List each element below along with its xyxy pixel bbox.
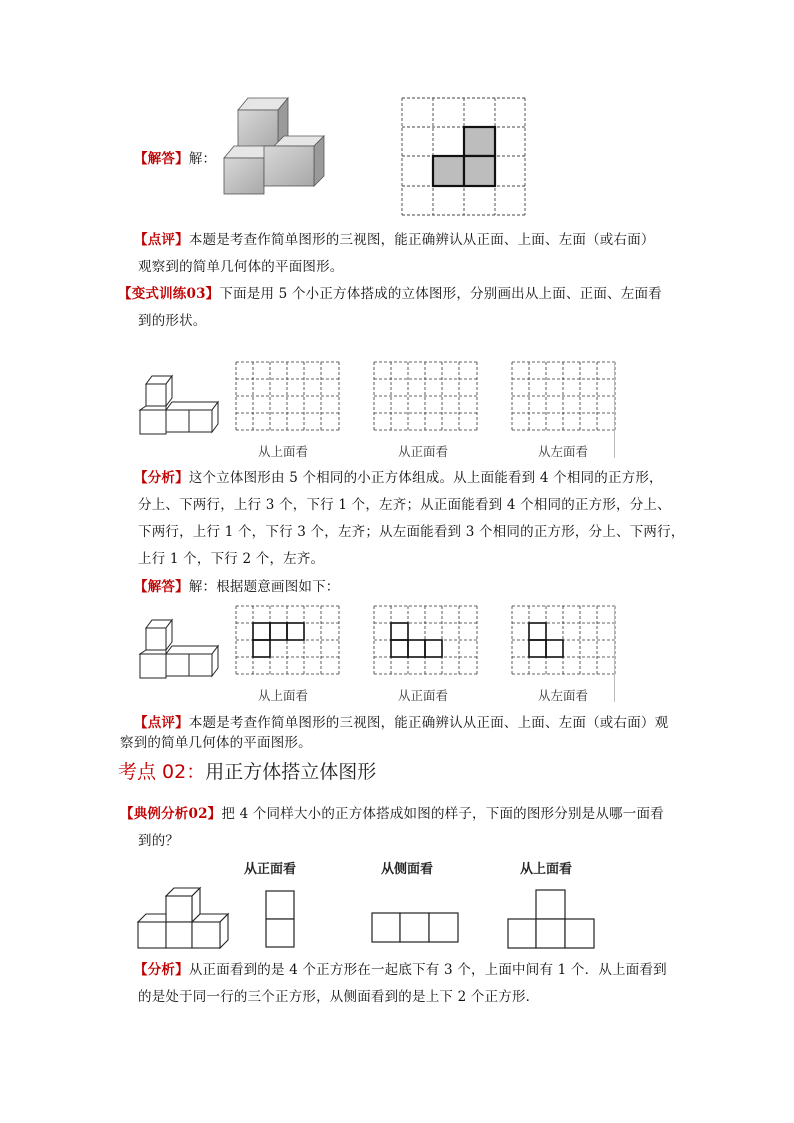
answer-line-1 (134, 149, 216, 169)
answer03-line (134, 577, 340, 597)
example02-text-1: 把 4 个同样大小的正方体搭成如图的样子，下面的图形分别是从哪一面看 (221, 806, 664, 822)
comment03-tag: 【点评】 (134, 715, 189, 731)
comment1-line-2 (138, 257, 344, 277)
view-top-t-shape (507, 889, 595, 949)
analysis02-line-2 (138, 987, 539, 1007)
exercise03-line-2 (138, 311, 207, 331)
example02-tag: 【典例分析02】 (120, 806, 222, 822)
analysis02-tag: 【分析】 (134, 962, 189, 978)
figure-right-border-b (614, 606, 615, 702)
answer03-tag: 【解答】 (134, 579, 189, 595)
view-front-column (265, 890, 295, 948)
caption-front-a: 从正面看 (398, 444, 449, 459)
empty-grid-left (512, 362, 616, 432)
answer-tag: 【解答】 (134, 151, 189, 167)
view-side-row (371, 912, 459, 944)
section-heading-label: 考点 02： (118, 761, 206, 783)
analysis03-tag: 【分析】 (134, 470, 189, 486)
caption-top-b: 从上面看 (258, 688, 309, 703)
empty-grid-top (236, 362, 340, 432)
caption-front-b: 从正面看 (398, 688, 449, 703)
cube-figure-5-a (138, 370, 228, 436)
caption-side-c: 从侧面看 (381, 862, 434, 877)
comment1-tag: 【点评】 (134, 232, 189, 248)
exercise03-text-2: 到的形状。 (138, 313, 207, 329)
comment03-line-2 (120, 733, 312, 753)
caption-top-a: 从上面看 (258, 444, 309, 459)
comment03-text-1: 本题是考查作简单图形的三视图，能正确辨认从正面、上面、左面（或右面）观 (188, 715, 669, 731)
analysis03-text-1: 这个立体图形由 5 个相同的小正方体组成。从上面能看到 4 个相同的正方形， (188, 470, 663, 486)
analysis02-text-2: 的是处于同一行的三个正方形，从侧面看到的是上下 2 个正方形． (138, 989, 540, 1005)
comment03-line-1 (134, 713, 668, 733)
comment1-line-1 (134, 230, 655, 250)
analysis03-text-3: 下两行，上行 1 个，下行 3 个，左齐；从左面能看到 3 个相同的正方形，分上、下两行， (138, 524, 685, 540)
answer03-text: 解：根据题意画图如下： (188, 579, 340, 595)
caption-top-c: 从上面看 (520, 862, 573, 877)
answer-grid-1 (402, 98, 526, 216)
empty-grid-front (374, 362, 478, 432)
comment1-text-1: 本题是考查作简单图形的三视图，能正确辨认从正面、上面、左面（或右面） (188, 232, 655, 248)
caption-front-c: 从正面看 (244, 862, 297, 877)
solution-grid-left (512, 606, 616, 676)
example02-line-2 (138, 831, 179, 851)
exercise03-tag: 【变式训练03】 (118, 286, 220, 302)
cube-figure-3 (218, 94, 338, 194)
comment1-text-2: 观察到的简单几何体的平面图形。 (138, 259, 344, 275)
analysis03-line-1 (134, 468, 663, 488)
analysis02-text-1: 从正面看到的是 4 个正方形在一起底下有 3 个，上面中间有 1 个．从上面看到 (188, 962, 667, 978)
example02-line-1 (120, 804, 664, 824)
cube-figure-5-b (138, 614, 228, 680)
analysis02-line-1 (134, 960, 667, 980)
answer-text: 解： (188, 151, 217, 167)
example02-text-2: 到的？ (138, 833, 180, 849)
comment03-text-2: 察到的简单几何体的平面图形。 (120, 735, 312, 751)
caption-left-a: 从左面看 (538, 444, 589, 459)
section-heading (118, 757, 376, 784)
caption-left-b: 从左面看 (538, 688, 589, 703)
solution-grid-front (374, 606, 478, 676)
cube-figure-4 (138, 884, 232, 950)
analysis03-line-2 (138, 495, 671, 515)
analysis03-text-2: 分上、下两行，上行 3 个，下行 1 个，左齐；从正面能看到 4 个相同的正方形，分上、 (138, 497, 671, 513)
exercise03-line-1 (118, 284, 662, 304)
analysis03-line-4 (138, 549, 324, 569)
analysis03-text-4: 上行 1 个，下行 2 个，左齐。 (138, 551, 325, 567)
section-heading-title: 用正方体搭立体图形 (205, 761, 377, 783)
figure-right-border-a (614, 362, 615, 458)
analysis03-line-3 (138, 522, 685, 542)
exercise03-text-1: 下面是用 5 个小正方体搭成的立体图形，分别画出从上面、正面、左面看 (219, 286, 662, 302)
solution-grid-top (236, 606, 340, 676)
